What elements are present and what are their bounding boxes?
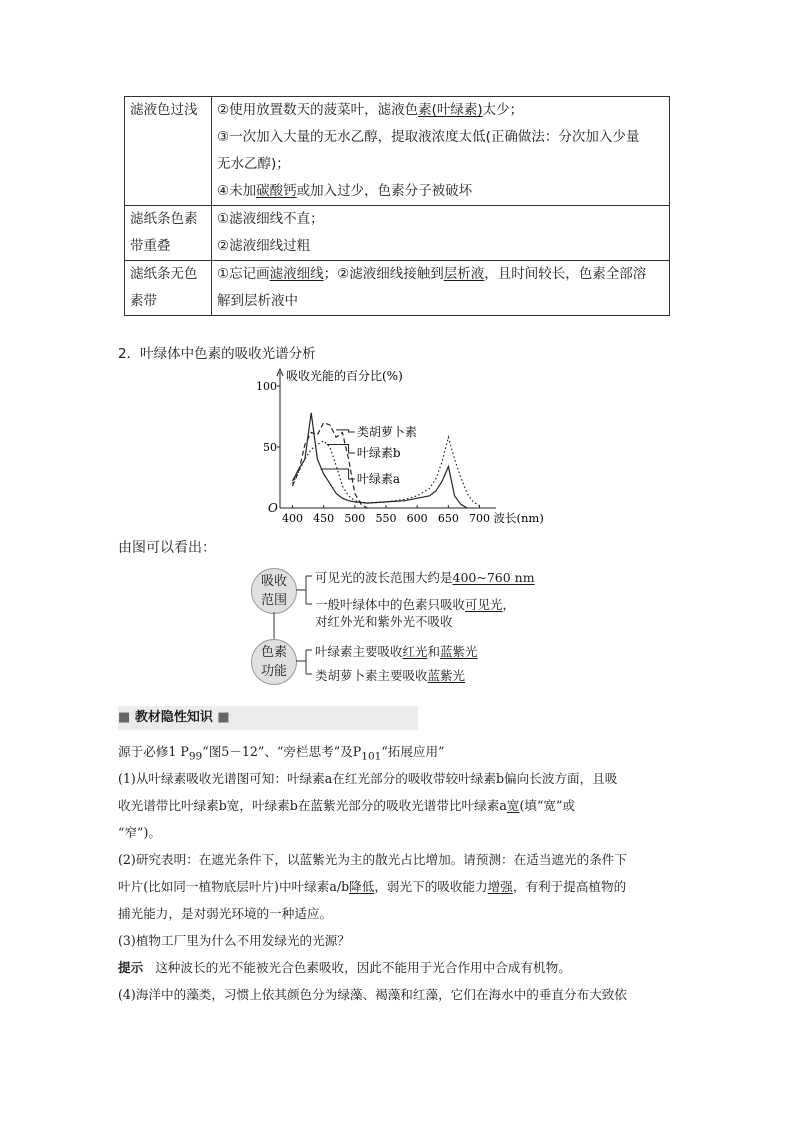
mindmap-item [315, 595, 515, 613]
underlined-text: 层析液 [443, 266, 485, 282]
table-row [125, 206, 670, 261]
underlined-text: 红光 [402, 644, 428, 659]
node-line: 色素 [260, 645, 287, 660]
table-row-key [125, 261, 212, 316]
table-row [125, 261, 670, 316]
node-line: 范围 [260, 593, 287, 608]
paragraph-line [118, 792, 680, 819]
key-line: 素带 [130, 293, 157, 309]
text: 或加入过少，色素分子被破坏 [296, 183, 473, 199]
y-axis-label: 吸收光能的百分比(%) [286, 369, 403, 383]
table-row-content [212, 261, 670, 316]
page-number: 101 [361, 750, 382, 763]
key-line: 带重叠 [130, 238, 171, 254]
text: 太少； [482, 102, 524, 118]
table-row-key: 滤液色过浅 [125, 97, 212, 206]
x-tick-label: 550 [375, 512, 397, 525]
text: ；②滤液细线接触到 [323, 266, 444, 282]
y-tick-label: 50 [263, 441, 277, 454]
series-label: 类胡萝卜素 [356, 425, 417, 439]
mindmap-item [315, 666, 465, 684]
underlined-text: 宽 [506, 798, 520, 813]
text: 叶片(比如同一植物底层叶片)中叶绿素a/b [118, 879, 350, 894]
paragraph-line: “窄”)。 [118, 825, 161, 840]
section-heading: 2．叶绿体中色素的吸收光谱分析 [118, 346, 316, 362]
text: 类胡萝卜素主要吸收 [315, 668, 428, 683]
underlined-text: 蓝紫光 [440, 644, 478, 659]
text: ，有利于提高植物的 [512, 879, 627, 894]
text: ①忘记画 [217, 266, 270, 282]
origin-label: O [268, 501, 278, 515]
underlined-text: 蓝紫光 [427, 668, 466, 683]
from-text: 由图可以看出： [118, 540, 216, 556]
table-row-content [212, 206, 670, 261]
underlined-text: 增强 [487, 879, 513, 894]
text: 这种波长的光不能被光合色素吸收，因此不能用于光合作用中合成有机物。 [155, 960, 571, 975]
table-line [217, 97, 664, 124]
underlined-text: 400~760 nm [452, 570, 535, 585]
text: 和 [427, 644, 441, 659]
mindmap-item [315, 568, 535, 586]
series-label: 叶绿素a [356, 472, 400, 486]
paragraph-line [118, 954, 680, 981]
connector [296, 650, 312, 674]
table-line [217, 124, 664, 151]
paragraph-line [118, 873, 680, 900]
paragraph-line: (4)海洋中的藻类，习惯上依其颜色分为绿藻、褐藻和红藻，它们在海水中的垂直分布大致依 [118, 987, 627, 1002]
table-line: ①滤液细线不直； [217, 211, 324, 227]
underlined-text: 可见光 [465, 597, 503, 612]
text: 源于必修1 P [118, 744, 189, 759]
node-line: 吸收 [260, 574, 287, 589]
x-axis-label: 波长(nm) [493, 511, 544, 525]
x-tick-label: 450 [313, 512, 335, 525]
table-line [217, 261, 664, 288]
series-label: 叶绿素b [356, 446, 401, 460]
x-tick-label: 650 [437, 512, 459, 525]
text: 叶绿素主要吸收 [315, 644, 403, 659]
y-tick-label: 100 [256, 380, 277, 393]
mindmap-item: 对红外光和紫外光不吸收 [315, 614, 453, 629]
section-tag [118, 706, 418, 730]
text: ③一次加入大量的无水乙醇，提取液浓度太低(正确做法：分次加入少量 [217, 129, 640, 145]
table-row-content [212, 97, 670, 206]
tip-label: 提示 [118, 960, 144, 975]
x-tick-label: 500 [344, 512, 366, 525]
paragraph-line: (2)研究表明：在遮光条件下，以蓝紫光为主的散光占比增加。请预测：在适当遮光的条件下 [118, 852, 627, 867]
series-leader-line [336, 430, 355, 432]
paragraph-line: (3)植物工厂里为什么不用发绿光的光源？ [118, 933, 350, 948]
table-row [125, 97, 670, 206]
text: 可见光的波长范围大约是 [315, 570, 453, 585]
connector [296, 576, 312, 604]
tag-label: 教材隐性知识 [134, 710, 213, 725]
underlined-text: 碳酸钙 [256, 183, 297, 199]
x-tick-label: 400 [281, 512, 303, 525]
node-line: 功能 [260, 664, 287, 679]
paragraph-line: 捕光能力，是对弱光环境的一种适应。 [118, 906, 333, 921]
text: ④未加 [217, 183, 257, 199]
text: “拓展应用” [381, 744, 445, 759]
absorption-spectrum-chart [256, 366, 552, 528]
text: ②使用放置数天的菠菜叶，滤液色 [217, 102, 419, 118]
text: ，弱光下的吸收能力 [374, 879, 488, 894]
text: 收光谱带比叶绿素b宽，叶绿素b在蓝紫光部分的吸收光谱带比叶绿素a [118, 798, 507, 813]
key-line: 滤纸条色素 [130, 211, 198, 227]
paragraph-line: (1)从叶绿素吸收光谱图可知：叶绿素a在红光部分的吸收带较叶绿素b偏向长波方面，且吸 [118, 771, 618, 786]
underlined-text: 滤液细线 [269, 266, 324, 282]
underlined-text: 降低 [349, 879, 375, 894]
mindmap-item [315, 642, 478, 660]
x-tick-label: 600 [406, 512, 428, 525]
square-icon: ■ [217, 710, 230, 725]
text: 一般叶绿体中的色素只吸收 [315, 597, 466, 612]
key-line: 滤纸条无色 [130, 266, 198, 282]
page-number: 99 [188, 750, 203, 763]
text: ， [502, 597, 516, 612]
square-icon: ■ [118, 710, 131, 725]
text: “图5－12”、“旁栏思考”及P [202, 744, 362, 759]
underlined-text: 素(叶绿素) [418, 102, 483, 118]
table-row-key [125, 206, 212, 261]
text: (填“宽”或 [519, 798, 576, 813]
table-line: 解到层析液中 [217, 293, 298, 309]
table-line [217, 178, 664, 205]
table-line: ②滤液细线过粗 [217, 238, 311, 254]
x-tick-label: 700 [469, 512, 491, 525]
table-line [217, 151, 664, 178]
text: 无水乙醇)； [217, 156, 290, 172]
error-analysis-table [124, 96, 670, 316]
text: ，且时间较长，色素全部溶 [484, 266, 647, 282]
